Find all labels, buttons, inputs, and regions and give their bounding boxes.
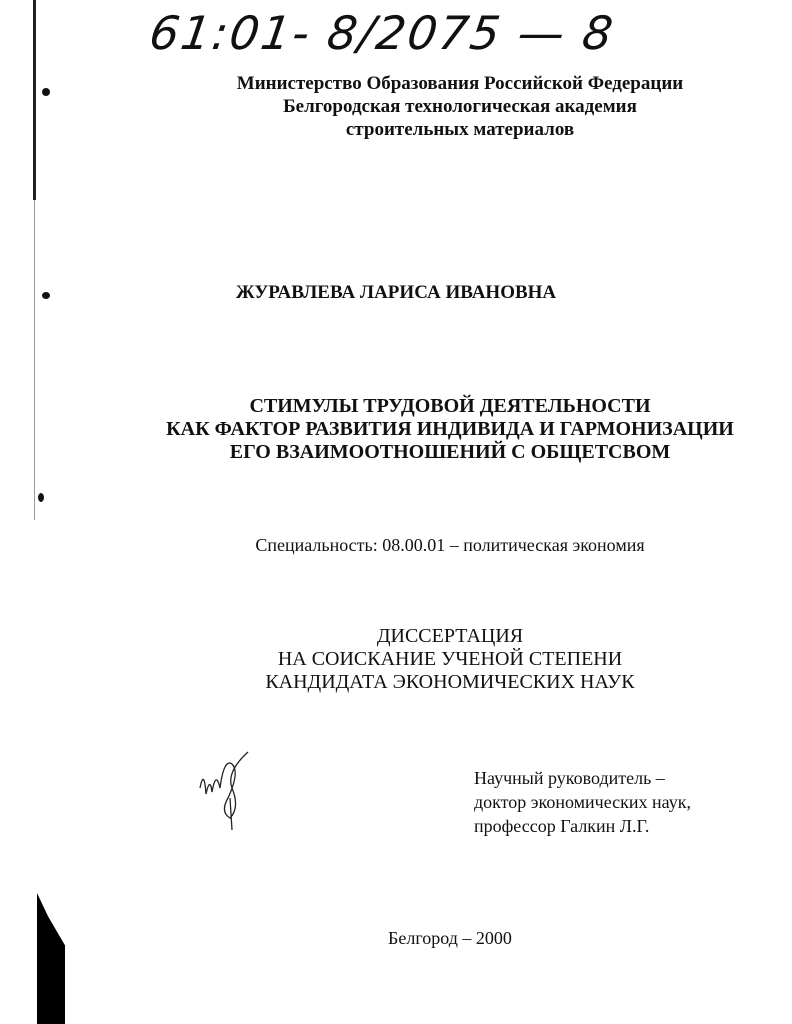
scientific-advisor: [474, 766, 691, 838]
scan-edge-shadow: [37, 893, 65, 1024]
author-name: ЖУРАВЛЕВА ЛАРИСА ИВАНОВНА: [235, 282, 557, 303]
institution-header: [150, 72, 770, 141]
signature-icon: [196, 748, 256, 832]
scan-edge-mark: [33, 0, 36, 200]
advisor-line: профессор Галкин Л.Г.: [474, 816, 650, 836]
ministry-line: Министерство Образования Российской Федерации: [236, 73, 684, 94]
advisor-line: доктор экономических наук,: [474, 792, 691, 812]
place-and-year: Белгород – 2000: [388, 928, 512, 948]
academy-line-2: строительных материалов: [345, 119, 575, 140]
academy-line: Белгородская технологическая академия: [283, 96, 637, 117]
degree-line: НА СОИСКАНИЕ УЧЕНОЙ СТЕПЕНИ: [277, 648, 623, 670]
title-line: КАК ФАКТОР РАЗВИТИЯ ИНДИВИДА И ГАРМОНИЗАЦИИ: [166, 418, 734, 440]
degree-statement: [120, 625, 780, 694]
title-line: ЕГО ВЗАИМООТНОШЕНИЙ С ОБЩЕТСВОМ: [229, 441, 671, 463]
scan-edge-line: [34, 200, 35, 520]
title-line: СТИМУЛЫ ТРУДОВОЙ ДЕЯТЕЛЬНОСТИ: [249, 395, 651, 417]
degree-line: КАНДИДАТА ЭКОНОМИЧЕСКИХ НАУК: [265, 671, 635, 693]
specialty: Специальность: 08.00.01 – политическая экономия: [255, 535, 645, 555]
dissertation-title: [120, 395, 780, 464]
degree-line: ДИССЕРТАЦИЯ: [376, 625, 524, 647]
advisor-line: Научный руководитель –: [474, 768, 665, 788]
scan-speck: [38, 493, 44, 502]
scan-speck: [42, 88, 50, 96]
archive-code-handwritten: 61:01- 8/2075 — 8: [146, 6, 618, 60]
